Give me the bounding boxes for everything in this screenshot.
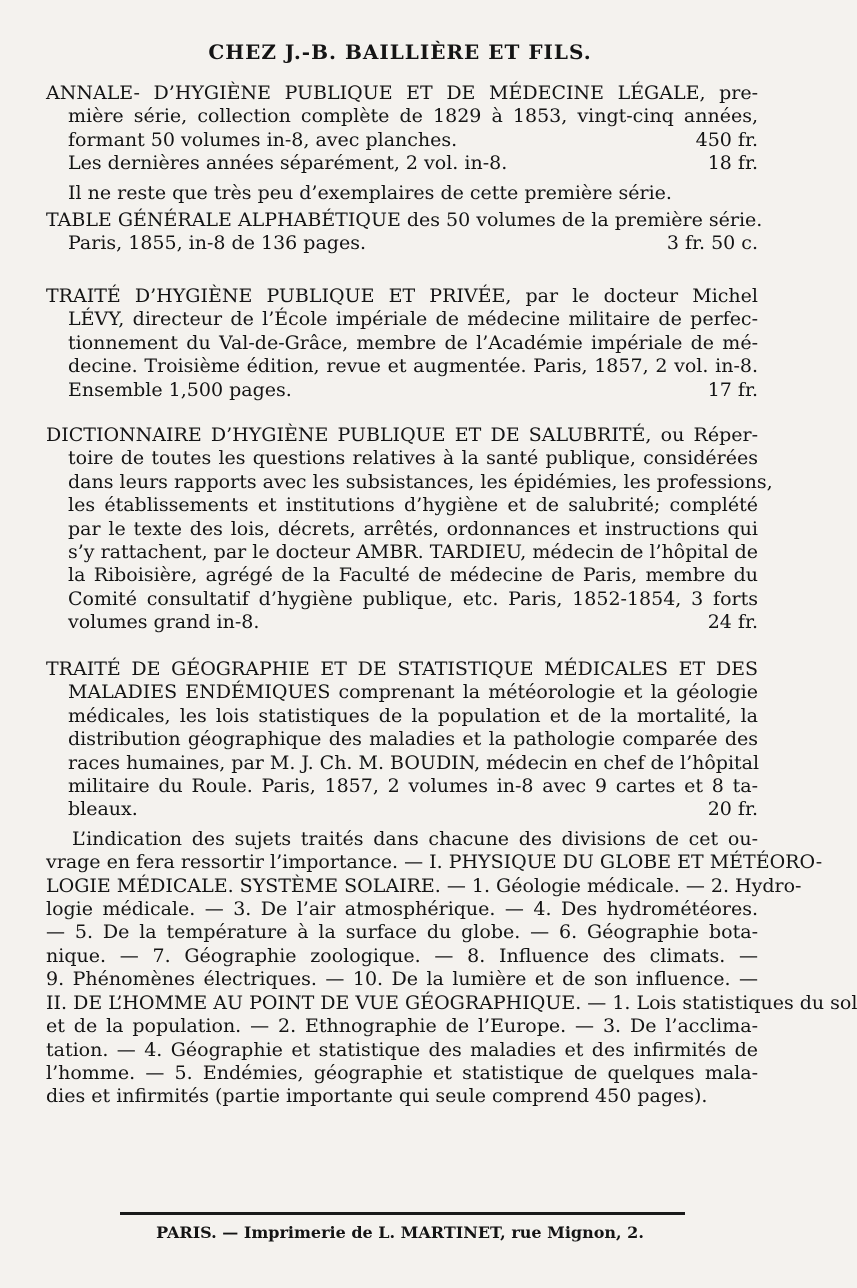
catalogue-entry-traite-hygiene: [46, 285, 758, 402]
entry-line: [46, 129, 758, 152]
footer-rule: [120, 1212, 685, 1215]
entry-text: tionnement du Val-de-Grâce, membre de l’Académie impériale de mé-: [68, 331, 758, 354]
entry-text: l’homme. — 5. Endémies, géographie et statistique de quelques mala-: [46, 1061, 758, 1084]
price: 18 fr.: [707, 152, 758, 175]
entry-line: [46, 470, 773, 494]
entry-line: [46, 232, 758, 255]
entry-line: [46, 1062, 758, 1085]
entry-text: médicales, les lois statistiques de la population et de la mortalité, la: [68, 704, 758, 727]
entry-text: Ensemble 1,500 pages.: [68, 378, 292, 401]
entry-text: vrage en fera ressortir l’importance. — I. PHYSIQUE DU GLOBE ET MÉTÉORO-: [46, 851, 823, 874]
entry-line: [46, 968, 758, 991]
entry-line: [46, 611, 758, 634]
entry-text: et de la population. — 2. Ethnographie de l’Europe. — 3. De l’acclima-: [46, 1015, 758, 1038]
entry-line: [46, 658, 758, 681]
entry-line: [46, 752, 758, 775]
entry-text: formant 50 volumes in-8, avec planches.: [68, 128, 458, 151]
price: 3 fr. 50 c.: [666, 232, 758, 255]
entry-text: L’indication des sujets traités dans chacune des divisions de cet ou-: [72, 827, 758, 850]
entry-text: toire de toutes les questions relatives à la santé publique, considérées: [68, 447, 758, 470]
entry-line: [46, 728, 758, 751]
entry-line: [46, 945, 758, 968]
entry-text: dies et infirmités (partie importante qui seule comprend 450 pages).: [46, 1085, 708, 1108]
entry-text: Il ne reste que très peu d’exemplaires de cette première série.: [68, 181, 672, 204]
entry-line: [46, 798, 758, 821]
entry-line: [46, 921, 758, 944]
entry-text: nique. — 7. Géographie zoologique. — 8. Influence des climats. —: [46, 944, 758, 967]
entry-line: [46, 828, 758, 851]
entry-line: [46, 182, 758, 205]
entry-text: ANNALE- D’HYGIÈNE PUBLIQUE ET DE MÉDECINE LÉGALE, pre-: [46, 82, 758, 104]
entry-line: [46, 991, 857, 1015]
entry-text: logie médicale. — 3. De l’air atmosphérique. — 4. Des hydrométéores.: [46, 898, 758, 921]
price: 24 fr.: [707, 611, 758, 634]
entry-line: [46, 209, 763, 232]
entry-line: [46, 332, 758, 355]
catalogue-entry-annales: [46, 82, 763, 256]
entry-text: mière série, collection complète de 1829 à 1853, vingt-cinq années,: [68, 105, 758, 128]
catalogue-entry-dictionnaire: [46, 424, 773, 635]
entry-line: [46, 874, 802, 898]
price: 20 fr.: [707, 798, 758, 821]
entry-line: [46, 424, 758, 447]
entry-line: [46, 285, 758, 308]
entry-line: [46, 105, 758, 128]
entry-text: s’y rattachent, par le docteur AMBR. TARDIEU, médecin de l’hôpital de: [68, 541, 758, 564]
entry-text: volumes grand in-8.: [68, 611, 260, 634]
entry-text: Comité consultatif d’hygiène publique, etc. Paris, 1852-1854, 3 forts: [68, 587, 758, 610]
entry-text: LOGIE MÉDICALE. SYSTÈME SOLAIRE. — 1. Géologie médicale. — 2. Hydro-: [46, 874, 802, 897]
price: 17 fr.: [707, 378, 758, 401]
entry-line: [46, 1015, 758, 1038]
entry-line: [46, 588, 758, 611]
entry-line: [46, 379, 758, 402]
entry-text: LÉVY, directeur de l’École impériale de médecine militaire de perfec-: [68, 308, 758, 331]
entry-text: la Riboisière, agrégé de la Faculté de médecine de Paris, membre du: [68, 564, 758, 587]
entry-text: tation. — 4. Géographie et statistique des maladies et des infirmités de: [46, 1038, 758, 1061]
entry-text: dans leurs rapports avec les subsistances, les épidémies, les professions,: [68, 470, 773, 493]
entry-line: [46, 705, 758, 728]
catalogue-entry-geographie: [46, 658, 857, 1109]
entry-line: [46, 152, 758, 175]
entry-text: par le texte des lois, décrets, arrêtés, ordonnances et instructions qui: [68, 517, 758, 540]
entry-line: [46, 541, 758, 564]
entry-text: — 5. De la température à la surface du globe. — 6. Géographie bota-: [46, 921, 758, 944]
page-header: CHEZ J.-B. BAILLIÈRE ET FILS.: [208, 40, 592, 64]
entry-line: [46, 308, 758, 331]
entry-line: [46, 518, 758, 541]
price: 450 fr.: [695, 128, 758, 151]
entry-text: bleaux.: [68, 798, 138, 821]
entry-text: TRAITÉ DE GÉOGRAPHIE ET DE STATISTIQUE MÉDICALES ET DES: [46, 658, 758, 680]
entry-line: [46, 1085, 758, 1108]
entry-text: Les dernières années séparément, 2 vol. in-8.: [68, 152, 508, 175]
entry-text: TRAITÉ D’HYGIÈNE PUBLIQUE ET PRIVÉE, par le docteur Michel: [46, 285, 758, 307]
entry-text: races humaines, par M. J. Ch. M. BOUDIN, médecin en chef de l’hôpital: [68, 751, 760, 774]
entry-text: militaire du Roule. Paris, 1857, 2 volumes in-8 avec 9 cartes et 8 ta-: [68, 775, 758, 798]
entry-line: [46, 775, 758, 798]
entry-line: [46, 564, 758, 587]
entry-text: II. DE L’HOMME AU POINT DE VUE GÉOGRAPHIQUE. — 1. Lois statistiques du sol: [46, 991, 857, 1014]
entry-line: [46, 82, 758, 105]
printer-imprint: PARIS. — Imprimerie de L. MARTINET, rue Mignon, 2.: [156, 1223, 644, 1242]
entry-line: [46, 494, 758, 517]
entry-text: 9. Phénomènes électriques. — 10. De la lumière et de son influence. —: [46, 968, 758, 991]
entry-text: Paris, 1855, in-8 de 136 pages.: [68, 232, 366, 255]
entry-line: [46, 898, 758, 921]
entry-text: les établissements et institutions d’hygiène et de salubrité; complété: [68, 494, 758, 517]
entry-text: MALADIES ENDÉMIQUES comprenant la météorologie et la géologie: [68, 681, 758, 704]
entry-line: [46, 681, 758, 704]
entry-text: DICTIONNAIRE D’HYGIÈNE PUBLIQUE ET DE SALUBRITÉ, ou Réper-: [46, 424, 758, 446]
entry-line: [46, 851, 823, 874]
entry-text: distribution géographique des maladies et la pathologie comparée des: [68, 728, 758, 751]
entry-text: TABLE GÉNÉRALE ALPHABÉTIQUE des 50 volumes de la première série.: [46, 209, 763, 232]
entry-text: decine. Troisième édition, revue et augmentée. Paris, 1857, 2 vol. in-8.: [68, 355, 758, 378]
entry-line: [46, 355, 758, 378]
entry-line: [46, 447, 758, 470]
entry-line: [46, 1039, 758, 1062]
